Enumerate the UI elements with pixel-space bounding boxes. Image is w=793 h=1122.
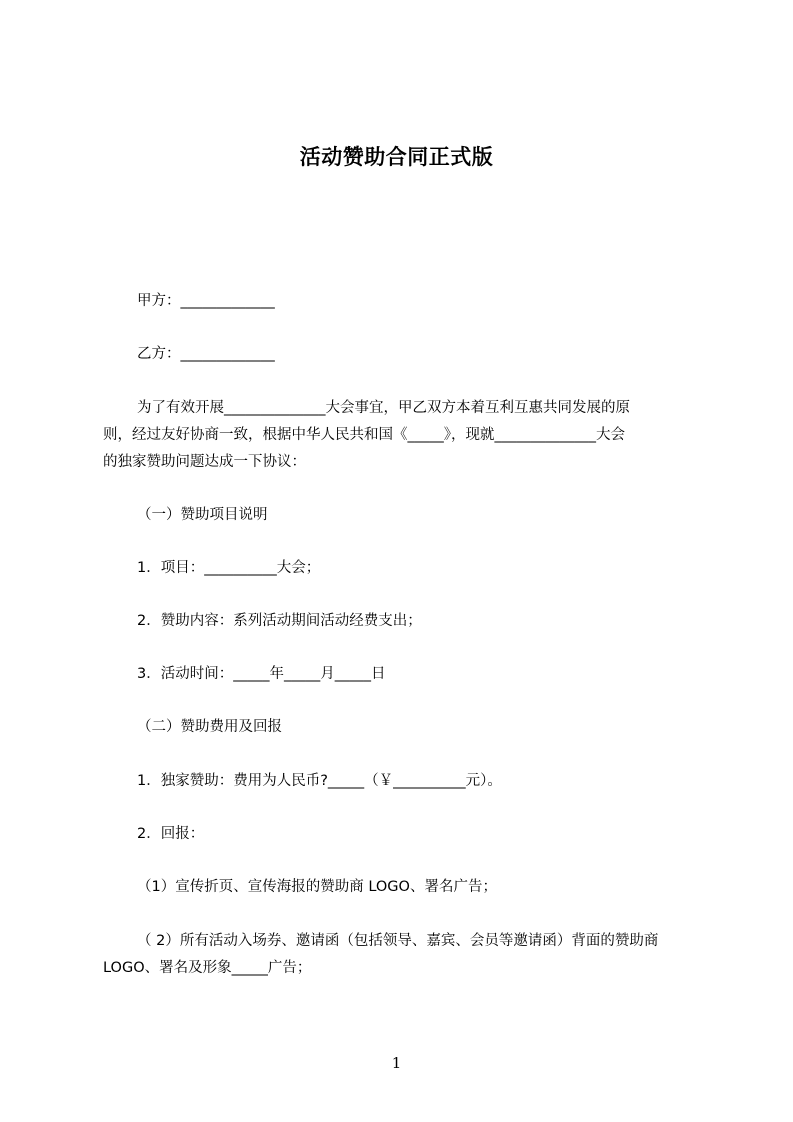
intro-paragraph-line-1: 为了有效开展______________大会事宜，甲乙双方本着互利互惠共同发展的原	[137, 400, 630, 416]
section-1-item-1: 1．项目：__________大会；	[137, 560, 321, 576]
section-1-heading: （一）赞助项目说明	[137, 507, 268, 523]
reward-item-2-line-2: LOGO、署名及形象_____广告；	[103, 960, 312, 976]
section-1-item-2: 2．赞助内容：系列活动期间活动经费支出；	[137, 613, 422, 629]
page-number: 1	[391, 1054, 402, 1072]
reward-item-2-line-1: （ 2）所有活动入场券、邀请函（包括领导、嘉宾、会员等邀请函）背面的赞助商	[137, 933, 659, 949]
reward-item-1: （1）宣传折页、宣传海报的赞助商 LOGO、署名广告；	[137, 879, 497, 895]
section-2-item-1: 1．独家赞助：费用为人民币?_____（￥__________元）。	[137, 773, 502, 789]
section-1-item-3: 3．活动时间：_____年_____月_____日	[137, 666, 386, 682]
document-title: 活动赞助合同正式版	[299, 145, 494, 169]
intro-paragraph-line-3: 的独家赞助问题达成一下协议：	[103, 454, 306, 470]
section-2-heading: （二）赞助费用及回报	[137, 719, 282, 735]
intro-paragraph-line-2: 则，经过友好协商一致，根据中华人民共和国《_____》，现就______________大会	[103, 427, 625, 443]
party-a-line: 甲方：_____________	[137, 293, 275, 309]
section-2-item-2: 2．回报：	[137, 826, 205, 842]
party-b-line: 乙方：_____________	[137, 346, 275, 362]
